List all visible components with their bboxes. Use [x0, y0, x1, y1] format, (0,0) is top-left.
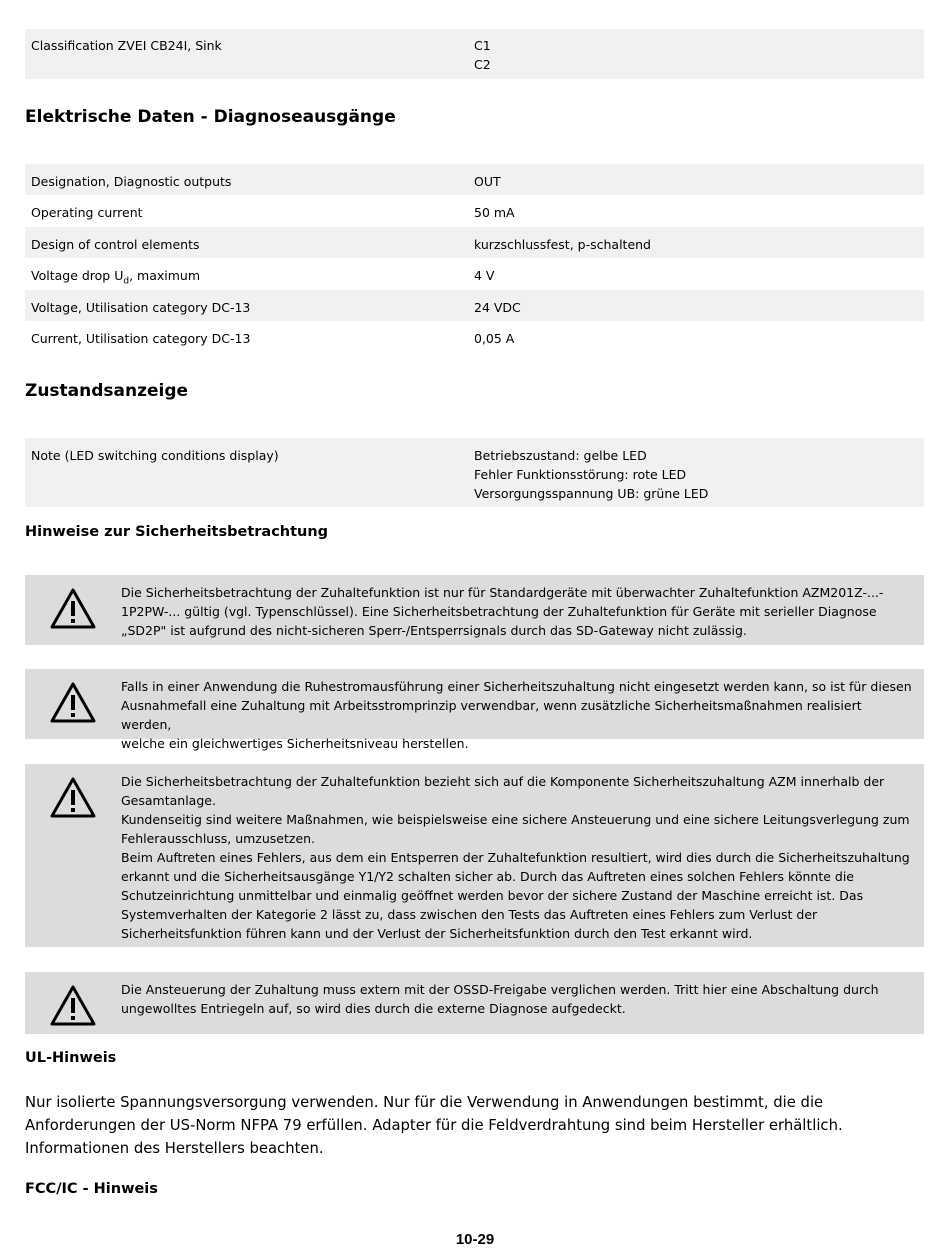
warning-line: Falls in einer Anwendung die Ruhestromausführung einer Sicherheitszuhaltung nicht eingesetzt werden kann, so ist für diesen: [121, 679, 912, 694]
warning-line: Schutzeinrichtung unmittelbar und einmalig geöffnet werden bevor der sichere Zustand der Maschine erreicht ist. Das: [121, 888, 864, 903]
warning-box: [25, 972, 924, 1034]
warning-text: [121, 772, 924, 947]
ul-paragraph: [25, 1091, 915, 1160]
warning-line: 1P2PW-... gültig (vgl. Typenschlüssel). Eine Sicherheitsbetrachtung der Zuhaltefunktion für Geräte mit serieller Diagnose: [121, 604, 877, 619]
table-row: [25, 290, 924, 321]
warning-text: [121, 583, 924, 645]
warning-line: Die Sicherheitsbetrachtung der Zuhaltefunktion ist nur für Standardgeräte mit überwachter Zuhaltefunktion AZM201Z-...-: [121, 585, 884, 600]
row-key: Operating current: [31, 205, 143, 220]
warning-line: Kundenseitig sind weitere Maßnahmen, wie beispielsweise eine sichere Ansteuerung und eine sichere Leitungsverlegung zum: [121, 812, 910, 827]
row-key: [25, 266, 474, 290]
row-key: Note (LED switching conditions display): [31, 448, 279, 463]
value-line: Versorgungsspannung UB: grüne LED: [474, 486, 709, 501]
warning-text: [121, 677, 924, 751]
table-row: [25, 321, 924, 353]
warning-line: Sicherheitsfunktion führen kann und der Verlust der Sicherheitsfunktion durch den Test erkannt wird.: [121, 926, 753, 941]
section-title-fcc: FCC/IC - Hinweis: [25, 1181, 158, 1197]
row-value: 24 VDC: [474, 300, 521, 315]
warning-text: [121, 980, 924, 1034]
warning-line: ungewolltes Entriegeln auf, so wird dies durch die externe Diagnose aufgedeckt.: [121, 1001, 626, 1016]
table-row-classification: [25, 29, 924, 79]
value-line: Betriebszustand: gelbe LED: [474, 448, 647, 463]
table-row: [25, 164, 924, 195]
warning-box: [25, 575, 924, 645]
warning-line: Gesamtanlage.: [121, 793, 216, 808]
row-key: Design of control elements: [31, 237, 200, 252]
section-title-ul: UL-Hinweis: [25, 1050, 117, 1066]
row-key: Voltage, Utilisation category DC-13: [31, 300, 251, 315]
row-key: Current, Utilisation category DC-13: [31, 331, 251, 346]
row-value: kurzschlussfest, p-schaltend: [474, 237, 651, 252]
warning-line: Ausnahmefall eine Zuhaltung mit Arbeitsstromprinzip verwendbar, wenn zusätzliche Sicherheitsmaßnahmen realisiert werden,: [121, 698, 862, 732]
diagnostic-outputs-table: [25, 164, 924, 353]
row-value: OUT: [474, 174, 501, 189]
paragraph-line: Informationen des Herstellers beachten.: [25, 1140, 324, 1157]
warning-icon: [25, 583, 121, 645]
warning-box: [25, 669, 924, 751]
warning-icon: [25, 677, 121, 739]
warning-line: welche ein gleichwertiges Sicherheitsniveau herstellen.: [121, 736, 469, 751]
warning-line: Beim Auftreten eines Fehlers, aus dem ein Entsperren der Zuhaltefunktion resultiert, wird dies durch die Sicherheitszuhaltung: [121, 850, 910, 865]
key-text: , maximum: [129, 268, 201, 283]
section-title-diagnostic-outputs: Elektrische Daten - Diagnoseausgänge: [25, 107, 396, 127]
paragraph-line: Anforderungen der US-Norm NFPA 79 erfüllen. Adapter für die Feldverdrahtung sind beim Hersteller erhältlich.: [25, 1117, 843, 1134]
warning-box: [25, 764, 924, 947]
warning-icon: [25, 980, 121, 1034]
warning-line: Fehlerausschluss, umzusetzen.: [121, 831, 316, 846]
section-title-status-display: Zustandsanzeige: [25, 381, 189, 401]
row-value: 0,05 A: [474, 331, 515, 346]
section-title-safety-notes: Hinweise zur Sicherheitsbetrachtung: [25, 524, 329, 540]
warning-line: Die Sicherheitsbetrachtung der Zuhaltefunktion bezieht sich auf die Komponente Sicherheitszuhaltung AZM innerhalb der: [121, 774, 885, 789]
table-row: [25, 195, 924, 227]
value-line: Fehler Funktionsstörung: rote LED: [474, 467, 687, 482]
row-value: [474, 36, 924, 79]
warning-line: erkannt und die Sicherheitsausgänge Y1/Y2 schalten sicher ab. Durch das Auftreten eines solchen Fehlers könnte die: [121, 869, 854, 884]
row-key: Designation, Diagnostic outputs: [31, 174, 232, 189]
warning-icon: [25, 772, 121, 947]
row-key: Classification ZVEI CB24I, Sink: [31, 38, 222, 53]
value-line: C2: [474, 57, 491, 72]
key-subscript: d: [123, 276, 130, 287]
value-line: C1: [474, 38, 491, 53]
warning-line: Systemverhalten der Kategorie 2 lässt zu, dass zwischen den Tests das Auftreten eines Fehlers zum Verlust der: [121, 907, 818, 922]
warning-line: „SD2P" ist aufgrund des nicht-sicheren Sperr-/Entsperrsignals durch das SD-Gateway nicht zulässig.: [121, 623, 747, 638]
paragraph-line: Nur isolierte Spannungsversorgung verwenden. Nur für die Verwendung in Anwendungen bestimmt, die die: [25, 1094, 824, 1111]
warning-line: Die Ansteuerung der Zuhaltung muss extern mit der OSSD-Freigabe verglichen werden. Tritt hier eine Abschaltung durch: [121, 982, 879, 997]
table-row: [25, 258, 924, 290]
row-value: 50 mA: [474, 205, 515, 220]
table-row: [25, 227, 924, 258]
page-number: 10-29: [455, 1231, 495, 1248]
table-row-led-note: [25, 438, 924, 507]
key-text: Voltage drop U: [31, 268, 124, 283]
row-value: [474, 446, 924, 507]
row-value: 4 V: [474, 268, 495, 283]
